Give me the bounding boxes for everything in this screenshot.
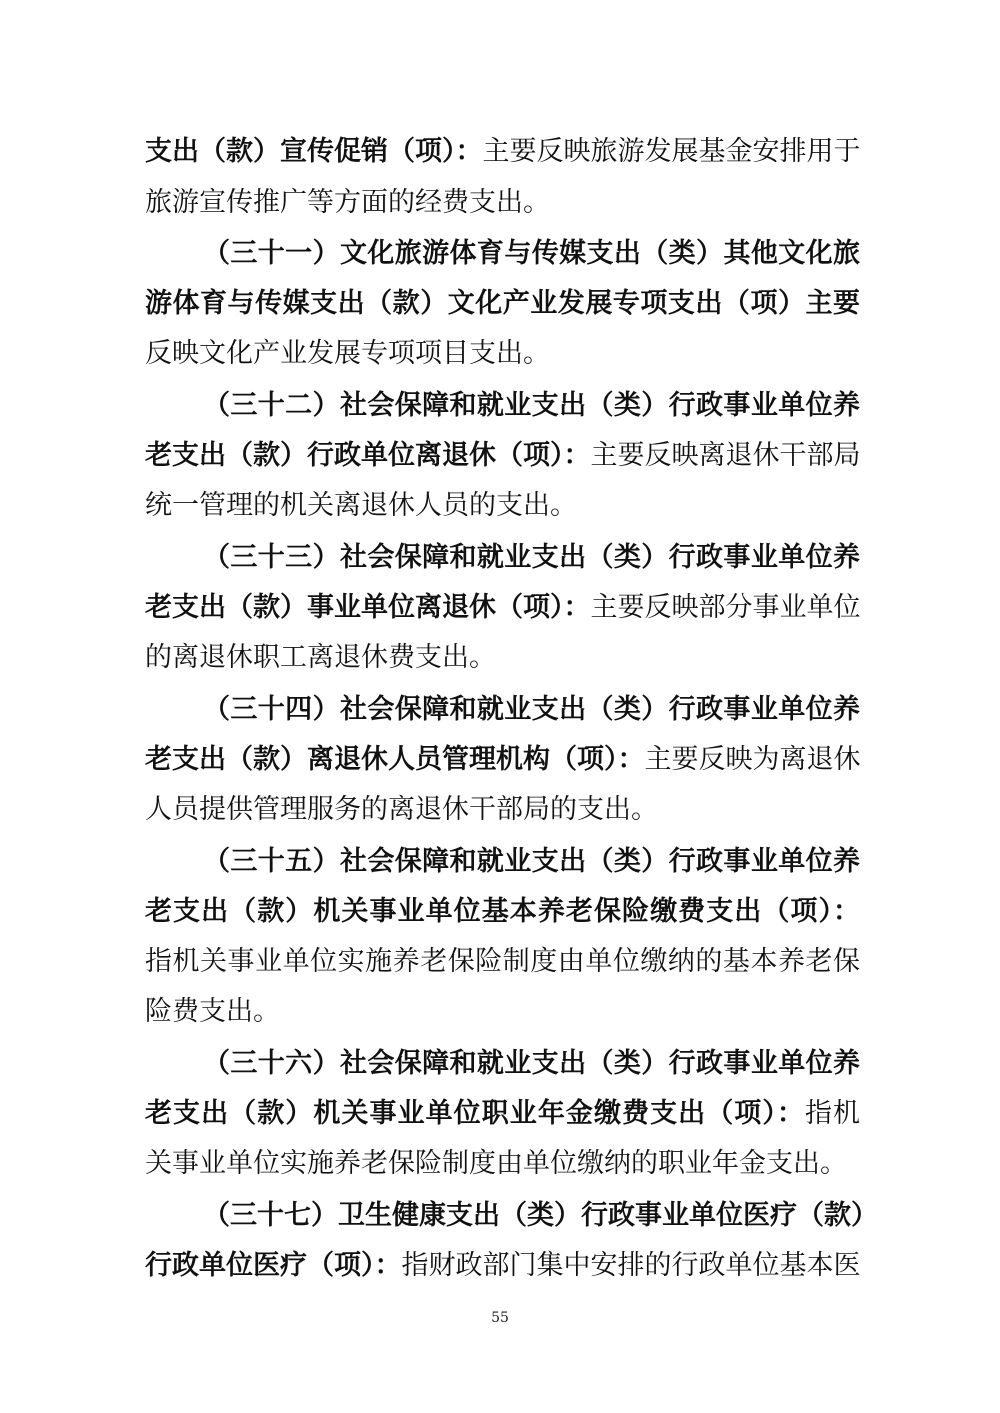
text-line-4 bbox=[145, 287, 860, 321]
text-line-20 bbox=[145, 1097, 860, 1131]
text-line-21 bbox=[145, 1147, 860, 1181]
bold-run: （三十一） bbox=[203, 238, 340, 269]
text-line-19 bbox=[203, 1047, 860, 1081]
text-run: 反映文化产业发展专项项目支出。 bbox=[145, 338, 550, 369]
text-run: 的离退休职工离退休费支出。 bbox=[145, 642, 496, 673]
text-line-16 bbox=[145, 895, 860, 929]
text-run: 指机关事业单位实施养老保险制度由单位缴纳的基本养老保 bbox=[145, 946, 860, 977]
text-run: 主要反映离退休干部局 bbox=[590, 440, 861, 471]
bold-run: （三十三）社会保障和就业支出（类）行政事业单位养 bbox=[203, 542, 860, 573]
text-line-8 bbox=[145, 489, 860, 523]
text-run: 指机 bbox=[804, 1098, 861, 1129]
bold-run: 老支出（款）离退休人员管理机构（项）： bbox=[145, 744, 645, 775]
bold-run: （三十二）社会保障和就业支出（类）行政事业单位养 bbox=[203, 390, 860, 421]
text-line-23 bbox=[145, 1249, 860, 1283]
text-line-22 bbox=[203, 1199, 878, 1233]
text-line-7 bbox=[145, 439, 860, 473]
text-line-15 bbox=[203, 845, 860, 879]
bold-run: 老支出（款）机关事业单位职业年金缴费支出（项）： bbox=[145, 1098, 805, 1129]
text-line-14 bbox=[145, 793, 860, 827]
bold-run: 行政单位医疗（项）： bbox=[145, 1250, 402, 1281]
bold-run: 支出（款）宣传促销（项）： bbox=[145, 136, 483, 167]
text-run: 游体育与传媒支出（款）文化产业发展专项支出（项）主要 bbox=[145, 288, 860, 319]
text-line-3 bbox=[203, 237, 860, 271]
bold-run: 老支出（款）事业单位离退休（项）： bbox=[145, 592, 591, 623]
text-line-9 bbox=[203, 541, 860, 575]
page-number: 55 bbox=[491, 1310, 509, 1326]
text-run: 指财政部门集中安排的行政单位基本医 bbox=[401, 1250, 861, 1281]
bold-run: 文化旅游体育与传媒支出（类）其他文化旅 bbox=[339, 238, 861, 269]
text-line-12 bbox=[203, 693, 860, 727]
text-line-11 bbox=[145, 641, 860, 675]
text-line-17 bbox=[145, 945, 860, 979]
text-line-6 bbox=[203, 389, 860, 423]
text-line-2 bbox=[145, 186, 860, 220]
bold-run: 老支出（款）行政单位离退休（项）： bbox=[145, 440, 591, 471]
bold-run: （三十五）社会保障和就业支出（类）行政事业单位养 bbox=[203, 846, 860, 877]
text-run: 主要反映旅游发展基金安排用于 bbox=[482, 136, 861, 167]
text-run: 主要反映为离退休 bbox=[644, 744, 861, 775]
text-run: 关事业单位实施养老保险制度由单位缴纳的职业年金支出。 bbox=[145, 1148, 847, 1179]
text-run: 人员提供管理服务的离退休干部局的支出。 bbox=[145, 794, 658, 825]
bold-run: （三十六）社会保障和就业支出（类）行政事业单位养 bbox=[203, 1048, 860, 1079]
text-run: 旅游宣传推广等方面的经费支出。 bbox=[145, 187, 550, 218]
text-run: 主要反映部分事业单位 bbox=[590, 592, 861, 623]
text-line-18 bbox=[145, 995, 860, 1029]
text-run: 统一管理的机关离退休人员的支出。 bbox=[145, 490, 577, 521]
text-line-13 bbox=[145, 743, 860, 777]
bold-run: 老支出（款）机关事业单位基本养老保险缴费支出（项）： bbox=[145, 896, 860, 927]
text-line-5 bbox=[145, 337, 860, 371]
text-line-1 bbox=[145, 135, 860, 169]
bold-run: （三十七）卫生健康支出（类）行政事业单位医疗（款） bbox=[203, 1200, 878, 1231]
text-run: 险费支出。 bbox=[145, 996, 280, 1027]
text-line-10 bbox=[145, 591, 860, 625]
bold-run: （三十四）社会保障和就业支出（类）行政事业单位养 bbox=[203, 694, 860, 725]
